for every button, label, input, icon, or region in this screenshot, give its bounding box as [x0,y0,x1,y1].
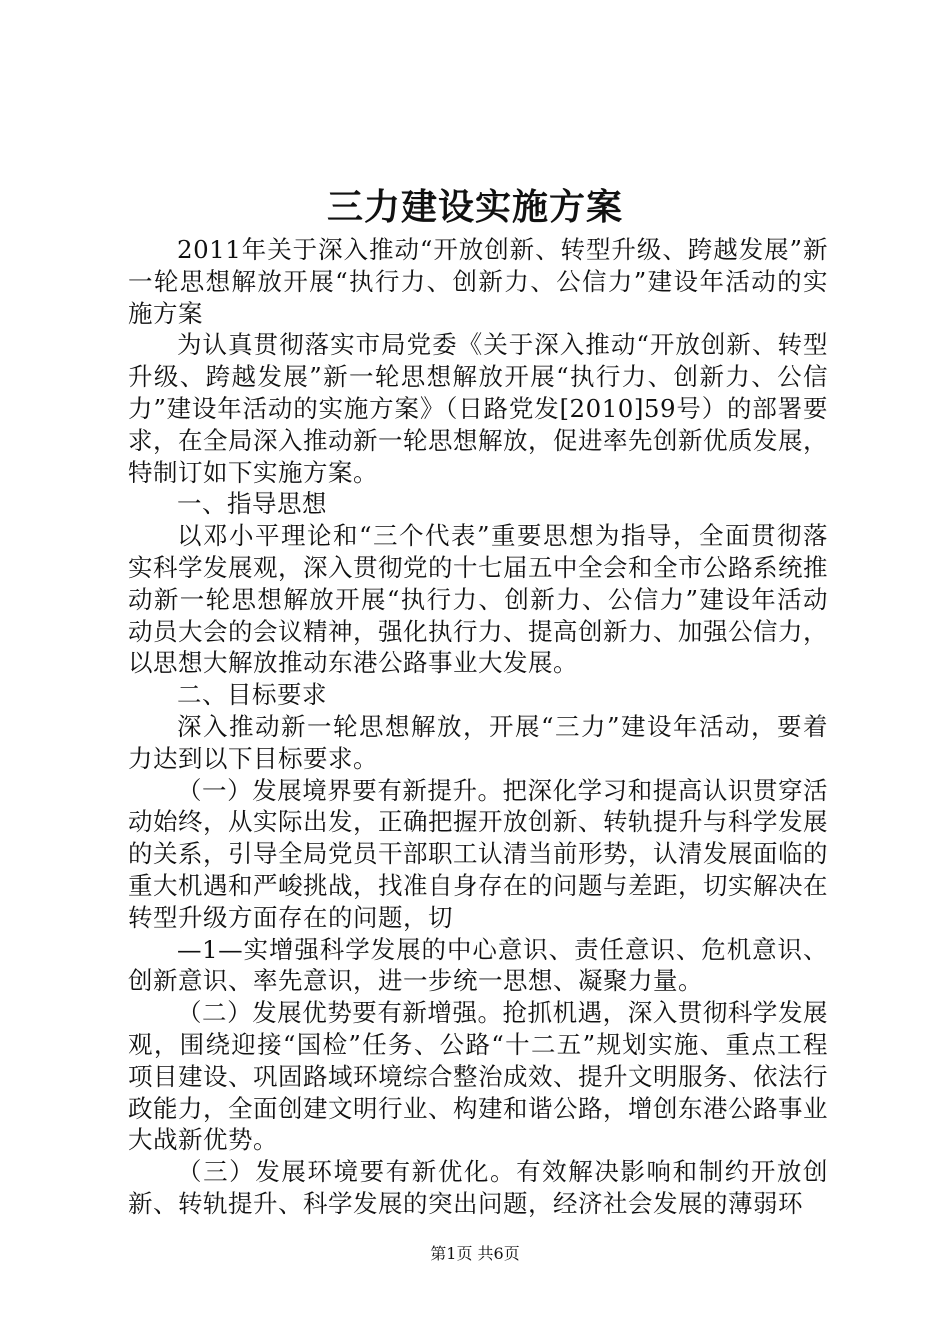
paragraph-goals-intro: 深入推动新一轮思想解放，开展“三力”建设年活动，要着力达到以下目标要求。 [128,711,828,773]
paragraph-intro: 2011年关于深入推动“开放创新、转型升级、跨越发展”新一轮思想解放开展“执行力、创新力、公信力”建设年活动的实施方案 [128,235,828,328]
paragraph-goal-1: （一）发展境界要有新提升。把深化学习和提高认识贯穿活动始终，从实际出发，正确把握开放创新、转轨提升与科学发展的关系，引导全局党员干部职工认清当前形势，认清发展面临的重大机遇和严峻挑战，找准自身存在的问题与差距，切实解决在转型升级方面存在的问题，切 [128,775,828,932]
paragraph-goal-2: （二）发展优势要有新增强。抢抓机遇，深入贯彻科学发展观，围绕迎接“国检”任务、公路“十二五”规划实施、重点工程项目建设、巩固路域环境综合整治成效、提升文明服务、依法行政能力，全面创建文明行业、构建和谐公路，增创东港公路事业大战新优势。 [128,998,828,1155]
section-heading-guiding-ideology: 一、指导思想 [177,489,327,519]
section-heading-goals: 二、目标要求 [177,680,327,710]
paragraph-goal-1-cont: —1—实增强科学发展的中心意识、责任意识、危机意识、创新意识、率先意识，进一步统一思想、凝聚力量。 [128,934,828,996]
paragraph-goal-3: （三）发展环境要有新优化。有效解决影响和制约开放创新、转轨提升、科学发展的突出问题，经济社会发展的薄弱环 [128,1157,828,1218]
document-title: 三力建设实施方案 [326,186,623,228]
paragraph-guiding-ideology: 以邓小平理论和“三个代表”重要思想为指导，全面贯彻落实科学发展观，深入贯彻党的十七届五中全会和全市公路系统推动新一轮思想解放开展“执行力、创新力、公信力”建设年活动动员大会的会议精神，强化执行力、提高创新力、加强公信力，以思想大解放推动东港公路事业大发展。 [128,521,828,678]
paragraph-purpose: 为认真贯彻落实市局党委《关于深入推动“开放创新、转型升级、跨越发展”新一轮思想解放开展“执行力、创新力、公信力”建设年活动的实施方案》（日路党发[2010]59号）的部署要求，在全局深入推动新一轮思想解放，促进率先创新优质发展，特制订如下实施方案。 [128,330,828,487]
document-body [128,234,828,1220]
page-number-footer: 第1页 共6页 [430,1244,520,1263]
